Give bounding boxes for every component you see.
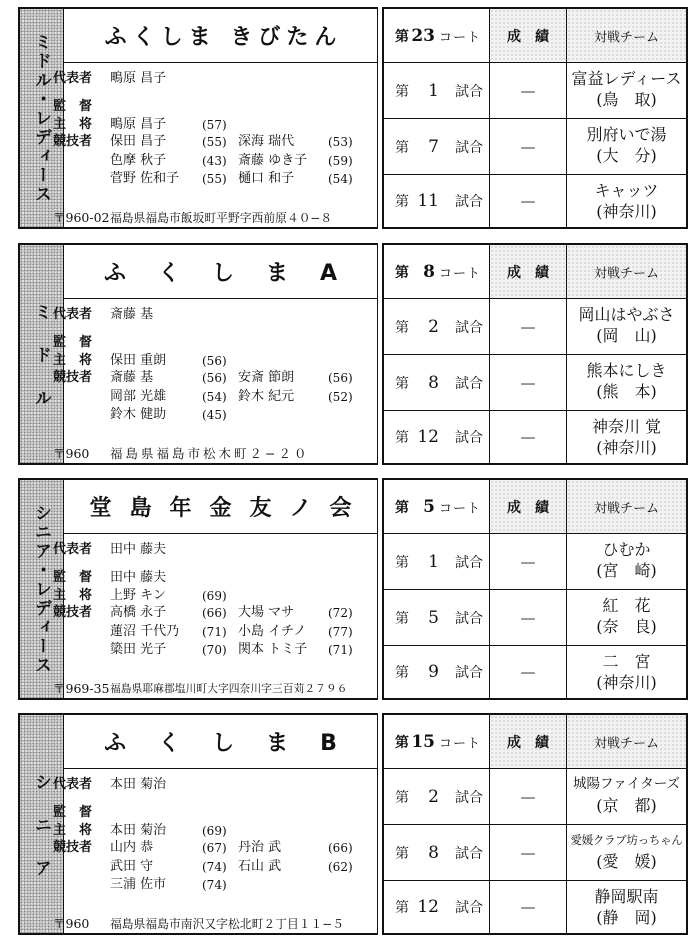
representative-label: 代表者 [53, 777, 93, 792]
player-age: (52) [328, 390, 353, 404]
court-number: 23 [411, 25, 435, 46]
match-result-cell [490, 769, 567, 825]
match-result: — [520, 137, 536, 156]
match-prefix: 第 [395, 319, 409, 336]
opponent-header-label: 対戦チーム [593, 266, 659, 281]
match-prefix: 第 [395, 900, 409, 916]
coach-name: 田中 藤夫 [110, 570, 167, 585]
opponent-team: 愛媛クラブ坊っちゃん [570, 833, 683, 847]
opponent-team: 岡山はやぶさ [578, 305, 675, 324]
opponent-team: 静岡駅南 [594, 887, 659, 906]
player-name: 斎藤 基 [110, 370, 154, 385]
match-suffix: 試合 [455, 789, 483, 806]
captain-label: 主 将 [53, 588, 93, 603]
captain-age: (69) [202, 824, 227, 838]
match-number-cell [384, 355, 490, 411]
team-name: ふくしまA [64, 245, 377, 299]
match-suffix: 試合 [455, 139, 483, 156]
match-suffix: 試合 [455, 554, 483, 571]
opponent-prefecture: (大 分) [596, 146, 657, 165]
player-name: 菅野 佐和子 [110, 171, 180, 186]
match-suffix: 試合 [455, 194, 483, 210]
opponent-cell [567, 411, 686, 463]
match-number: 5 [428, 607, 439, 628]
player-age: (71) [328, 643, 353, 657]
opponent-team: 紅 花 [602, 596, 651, 615]
representative-name: 鴫原 昌子 [110, 71, 167, 86]
opponent-header [567, 715, 686, 769]
player-age: (56) [328, 371, 353, 385]
player-age: (62) [328, 860, 353, 874]
team-info-panel [18, 243, 378, 465]
court-suffix: コート [439, 736, 482, 751]
opponent-cell [567, 881, 686, 933]
representative-label: 代表者 [53, 71, 93, 86]
match-number-cell [384, 299, 490, 355]
category-label: シニア [31, 772, 51, 902]
match-number-cell [384, 63, 490, 119]
court-number: 15 [411, 731, 435, 752]
category-label: ミドル・レディース [31, 32, 51, 204]
player-age: (70) [202, 643, 227, 657]
match-suffix: 試合 [455, 610, 483, 627]
team-block-fukushima-kibitan [0, 7, 700, 229]
team-info-panel [18, 478, 378, 700]
match-number-cell [384, 769, 490, 825]
player-name: 蓮沼 千代乃 [110, 624, 180, 639]
match-suffix: 試合 [455, 83, 483, 100]
opponent-team: 富益レディース [571, 69, 682, 88]
player-name: 鈴木 健助 [110, 407, 167, 422]
player-name: 岡部 光雄 [110, 389, 167, 404]
postal-code: 〒960 [53, 446, 90, 461]
opponent-prefecture: (神奈川) [596, 202, 657, 221]
match-number-cell [384, 881, 490, 933]
player-name: 高橋 永子 [110, 605, 167, 620]
postal-code: 〒969-35 [53, 681, 110, 696]
match-prefix: 第 [395, 83, 409, 100]
captain-age: (69) [202, 589, 227, 603]
coach-label: 監 督 [53, 805, 93, 820]
coach-label: 監 督 [53, 335, 93, 350]
match-number-cell [384, 825, 490, 881]
match-number: 1 [428, 551, 439, 572]
opponent-prefecture: (神奈川) [596, 438, 657, 457]
address: 福島県福島市松木町２−２０ [110, 446, 310, 461]
match-suffix: 試合 [455, 665, 483, 681]
coach-label: 監 督 [53, 570, 93, 585]
opponent-cell [567, 119, 686, 175]
result-header-label: 成 績 [507, 264, 549, 281]
player-age: (45) [202, 408, 227, 422]
category-label: ミドル [31, 302, 51, 432]
player-age: (59) [328, 154, 353, 168]
postal-code: 〒960 [53, 916, 90, 931]
player-name: 深海 瑞代 [238, 134, 295, 149]
opponent-team: キャッツ [594, 181, 659, 200]
match-number: 8 [428, 372, 439, 393]
match-result-cell [490, 411, 567, 463]
category-label: シニア・レディース [31, 503, 51, 675]
result-header [490, 245, 567, 299]
match-number-cell [384, 175, 490, 227]
player-age: (71) [202, 625, 227, 639]
match-suffix: 試合 [455, 845, 483, 862]
opponent-prefecture: (静 岡) [596, 908, 657, 927]
player-age: (54) [202, 390, 227, 404]
opponent-prefecture: (宮 崎) [596, 561, 657, 580]
match-number-cell [384, 119, 490, 175]
match-result-cell [490, 119, 567, 175]
match-result-cell [490, 590, 567, 646]
opponent-header-label: 対戦チーム [593, 30, 659, 45]
player-name: 関本 トミ子 [238, 642, 308, 657]
match-prefix: 第 [395, 665, 409, 681]
match-number-cell [384, 534, 490, 590]
court-suffix: コート [439, 501, 482, 516]
match-number: 2 [428, 316, 439, 337]
match-result-cell [490, 881, 567, 933]
match-prefix: 第 [395, 194, 409, 210]
opponent-header-label: 対戦チーム [593, 501, 659, 516]
result-header-label: 成 績 [507, 499, 549, 516]
team-name: 堂島年金友ノ会 [64, 480, 377, 534]
match-number: 1 [428, 80, 439, 101]
opponent-prefecture: (岡 山) [596, 326, 657, 345]
court-header [384, 245, 490, 299]
opponent-team: 別府いで湯 [586, 125, 667, 144]
opponent-cell [567, 769, 686, 825]
players-label: 競技者 [53, 605, 93, 620]
captain-label: 主 将 [53, 353, 93, 368]
opponent-team: 熊本にしき [586, 361, 667, 380]
match-number: 8 [428, 842, 439, 863]
court-header [384, 480, 490, 534]
players-label: 競技者 [53, 134, 93, 149]
player-age: (54) [328, 172, 353, 186]
player-name: 色摩 秋子 [110, 153, 167, 168]
match-number-cell [384, 411, 490, 463]
match-prefix: 第 [395, 789, 409, 806]
captain-name: 上野 キン [110, 588, 167, 603]
player-name: 保田 昌子 [110, 134, 167, 149]
court-number: 5 [423, 496, 435, 517]
match-number: 12 [417, 427, 439, 447]
match-result: — [520, 192, 536, 210]
match-result-cell [490, 175, 567, 227]
opponent-prefecture: (熊 本) [596, 382, 657, 401]
court-header [384, 9, 490, 63]
captain-age: (56) [202, 354, 227, 368]
player-name: 武田 守 [110, 859, 154, 874]
match-number-cell [384, 590, 490, 646]
court-prefix: 第 [395, 28, 409, 45]
match-result: — [520, 898, 536, 916]
player-name: 大場 マサ [238, 605, 295, 620]
result-header-label: 成 績 [507, 734, 549, 751]
player-age: (66) [202, 606, 227, 620]
opponent-prefecture: (鳥 取) [596, 90, 657, 109]
address: 福島県福島市飯坂町平野字西前原４０−８ [110, 211, 333, 225]
captain-label: 主 将 [53, 117, 93, 132]
match-prefix: 第 [395, 554, 409, 571]
match-suffix: 試合 [455, 375, 483, 392]
player-age: (56) [202, 371, 227, 385]
player-name: 三浦 佐市 [110, 877, 167, 892]
player-age: (67) [202, 841, 227, 855]
player-age: (53) [328, 135, 353, 149]
address: 福島県福島市南沢又字松北町２丁目１１−５ [110, 917, 345, 931]
match-suffix: 試合 [455, 319, 483, 336]
match-result: — [520, 317, 536, 336]
match-prefix: 第 [395, 375, 409, 392]
match-result: — [520, 552, 536, 571]
match-schedule-table [382, 7, 688, 229]
court-prefix: 第 [395, 264, 409, 281]
opponent-cell [567, 534, 686, 590]
team-block-dojima-nenkin-tomonokai [0, 478, 700, 700]
court-suffix: コート [439, 266, 482, 281]
player-age: (74) [202, 860, 227, 874]
opponent-team: 二 宮 [602, 652, 651, 671]
player-age: (74) [202, 878, 227, 892]
match-result-cell [490, 534, 567, 590]
players-label: 競技者 [53, 840, 93, 855]
match-number-cell [384, 646, 490, 698]
player-name: 樋口 和子 [238, 171, 295, 186]
player-name: 簗田 光子 [110, 642, 167, 657]
opponent-cell [567, 825, 686, 881]
representative-name: 田中 藤夫 [110, 542, 167, 557]
representative-name: 斎藤 基 [110, 307, 154, 322]
player-name: 鈴木 紀元 [238, 389, 295, 404]
address: 福島県耶麻郡塩川町大字四奈川字三百苅２７９６ [110, 682, 348, 695]
court-prefix: 第 [395, 499, 409, 516]
result-header [490, 9, 567, 63]
player-age: (72) [328, 606, 353, 620]
opponent-cell [567, 355, 686, 411]
opponent-header-label: 対戦チーム [593, 736, 659, 751]
representative-label: 代表者 [53, 307, 93, 322]
match-number: 11 [417, 191, 439, 211]
result-header-label: 成 績 [507, 28, 549, 45]
match-result: — [520, 843, 536, 862]
match-result: — [520, 81, 536, 100]
match-result: — [520, 663, 536, 681]
captain-age: (57) [202, 118, 227, 132]
opponent-prefecture: (奈 良) [596, 617, 657, 636]
representative-label: 代表者 [53, 542, 93, 557]
match-prefix: 第 [395, 845, 409, 862]
representative-name: 本田 菊治 [110, 777, 167, 792]
match-result-cell [490, 63, 567, 119]
match-result: — [520, 787, 536, 806]
player-name: 安斎 節朗 [238, 370, 295, 385]
opponent-prefecture: (京 都) [596, 796, 657, 815]
player-name: 斎藤 ゆき子 [238, 153, 308, 168]
captain-label: 主 将 [53, 823, 93, 838]
player-age: (66) [328, 841, 353, 855]
opponent-header [567, 480, 686, 534]
match-schedule-table [382, 478, 688, 700]
captain-name: 鴫原 昌子 [110, 117, 167, 132]
team-name: ふくしまB [64, 715, 377, 769]
team-name: ふくしま きびたん [64, 9, 377, 63]
match-prefix: 第 [395, 610, 409, 627]
result-header [490, 715, 567, 769]
player-name: 小島 イチノ [238, 624, 307, 639]
court-header [384, 715, 490, 769]
match-result: — [520, 608, 536, 627]
court-suffix: コート [439, 30, 482, 45]
result-header [490, 480, 567, 534]
match-suffix: 試合 [455, 430, 483, 446]
team-info-panel [18, 713, 378, 935]
opponent-prefecture: (愛 媛) [596, 852, 657, 871]
team-block-fukushima-b [0, 713, 700, 935]
opponent-team: 城陽ファイターズ [572, 776, 681, 792]
captain-name: 本田 菊治 [110, 823, 167, 838]
match-result: — [520, 428, 536, 446]
match-result-cell [490, 299, 567, 355]
match-result-cell [490, 825, 567, 881]
match-prefix: 第 [395, 430, 409, 446]
coach-label: 監 督 [53, 99, 93, 114]
team-info-panel [18, 7, 378, 229]
match-number: 2 [428, 786, 439, 807]
match-schedule-table [382, 243, 688, 465]
opponent-prefecture: (神奈川) [596, 673, 657, 692]
match-schedule-table [382, 713, 688, 935]
player-age: (55) [202, 135, 227, 149]
match-number: 7 [428, 136, 439, 157]
player-name: 石山 武 [238, 859, 282, 874]
opponent-cell [567, 590, 686, 646]
court-prefix: 第 [395, 734, 409, 751]
opponent-team: 神奈川 覚 [591, 417, 662, 436]
opponent-cell [567, 63, 686, 119]
match-prefix: 第 [395, 139, 409, 156]
player-age: (43) [202, 154, 227, 168]
opponent-cell [567, 646, 686, 698]
match-number: 9 [428, 662, 439, 682]
match-suffix: 試合 [455, 900, 483, 916]
player-name: 丹治 武 [238, 840, 282, 855]
opponent-team: ひむか [602, 540, 651, 559]
postal-code: 〒960-02 [53, 210, 110, 225]
match-result-cell [490, 646, 567, 698]
match-result: — [520, 373, 536, 392]
match-number: 12 [417, 897, 439, 917]
court-number: 8 [423, 261, 435, 282]
team-block-fukushima-a [0, 243, 700, 465]
captain-name: 保田 重朗 [110, 353, 167, 368]
opponent-cell [567, 175, 686, 227]
player-age: (77) [328, 625, 353, 639]
player-name: 山内 恭 [110, 840, 154, 855]
players-label: 競技者 [53, 370, 93, 385]
match-result-cell [490, 355, 567, 411]
player-age: (55) [202, 172, 227, 186]
opponent-header [567, 245, 686, 299]
opponent-header [567, 9, 686, 63]
opponent-cell [567, 299, 686, 355]
